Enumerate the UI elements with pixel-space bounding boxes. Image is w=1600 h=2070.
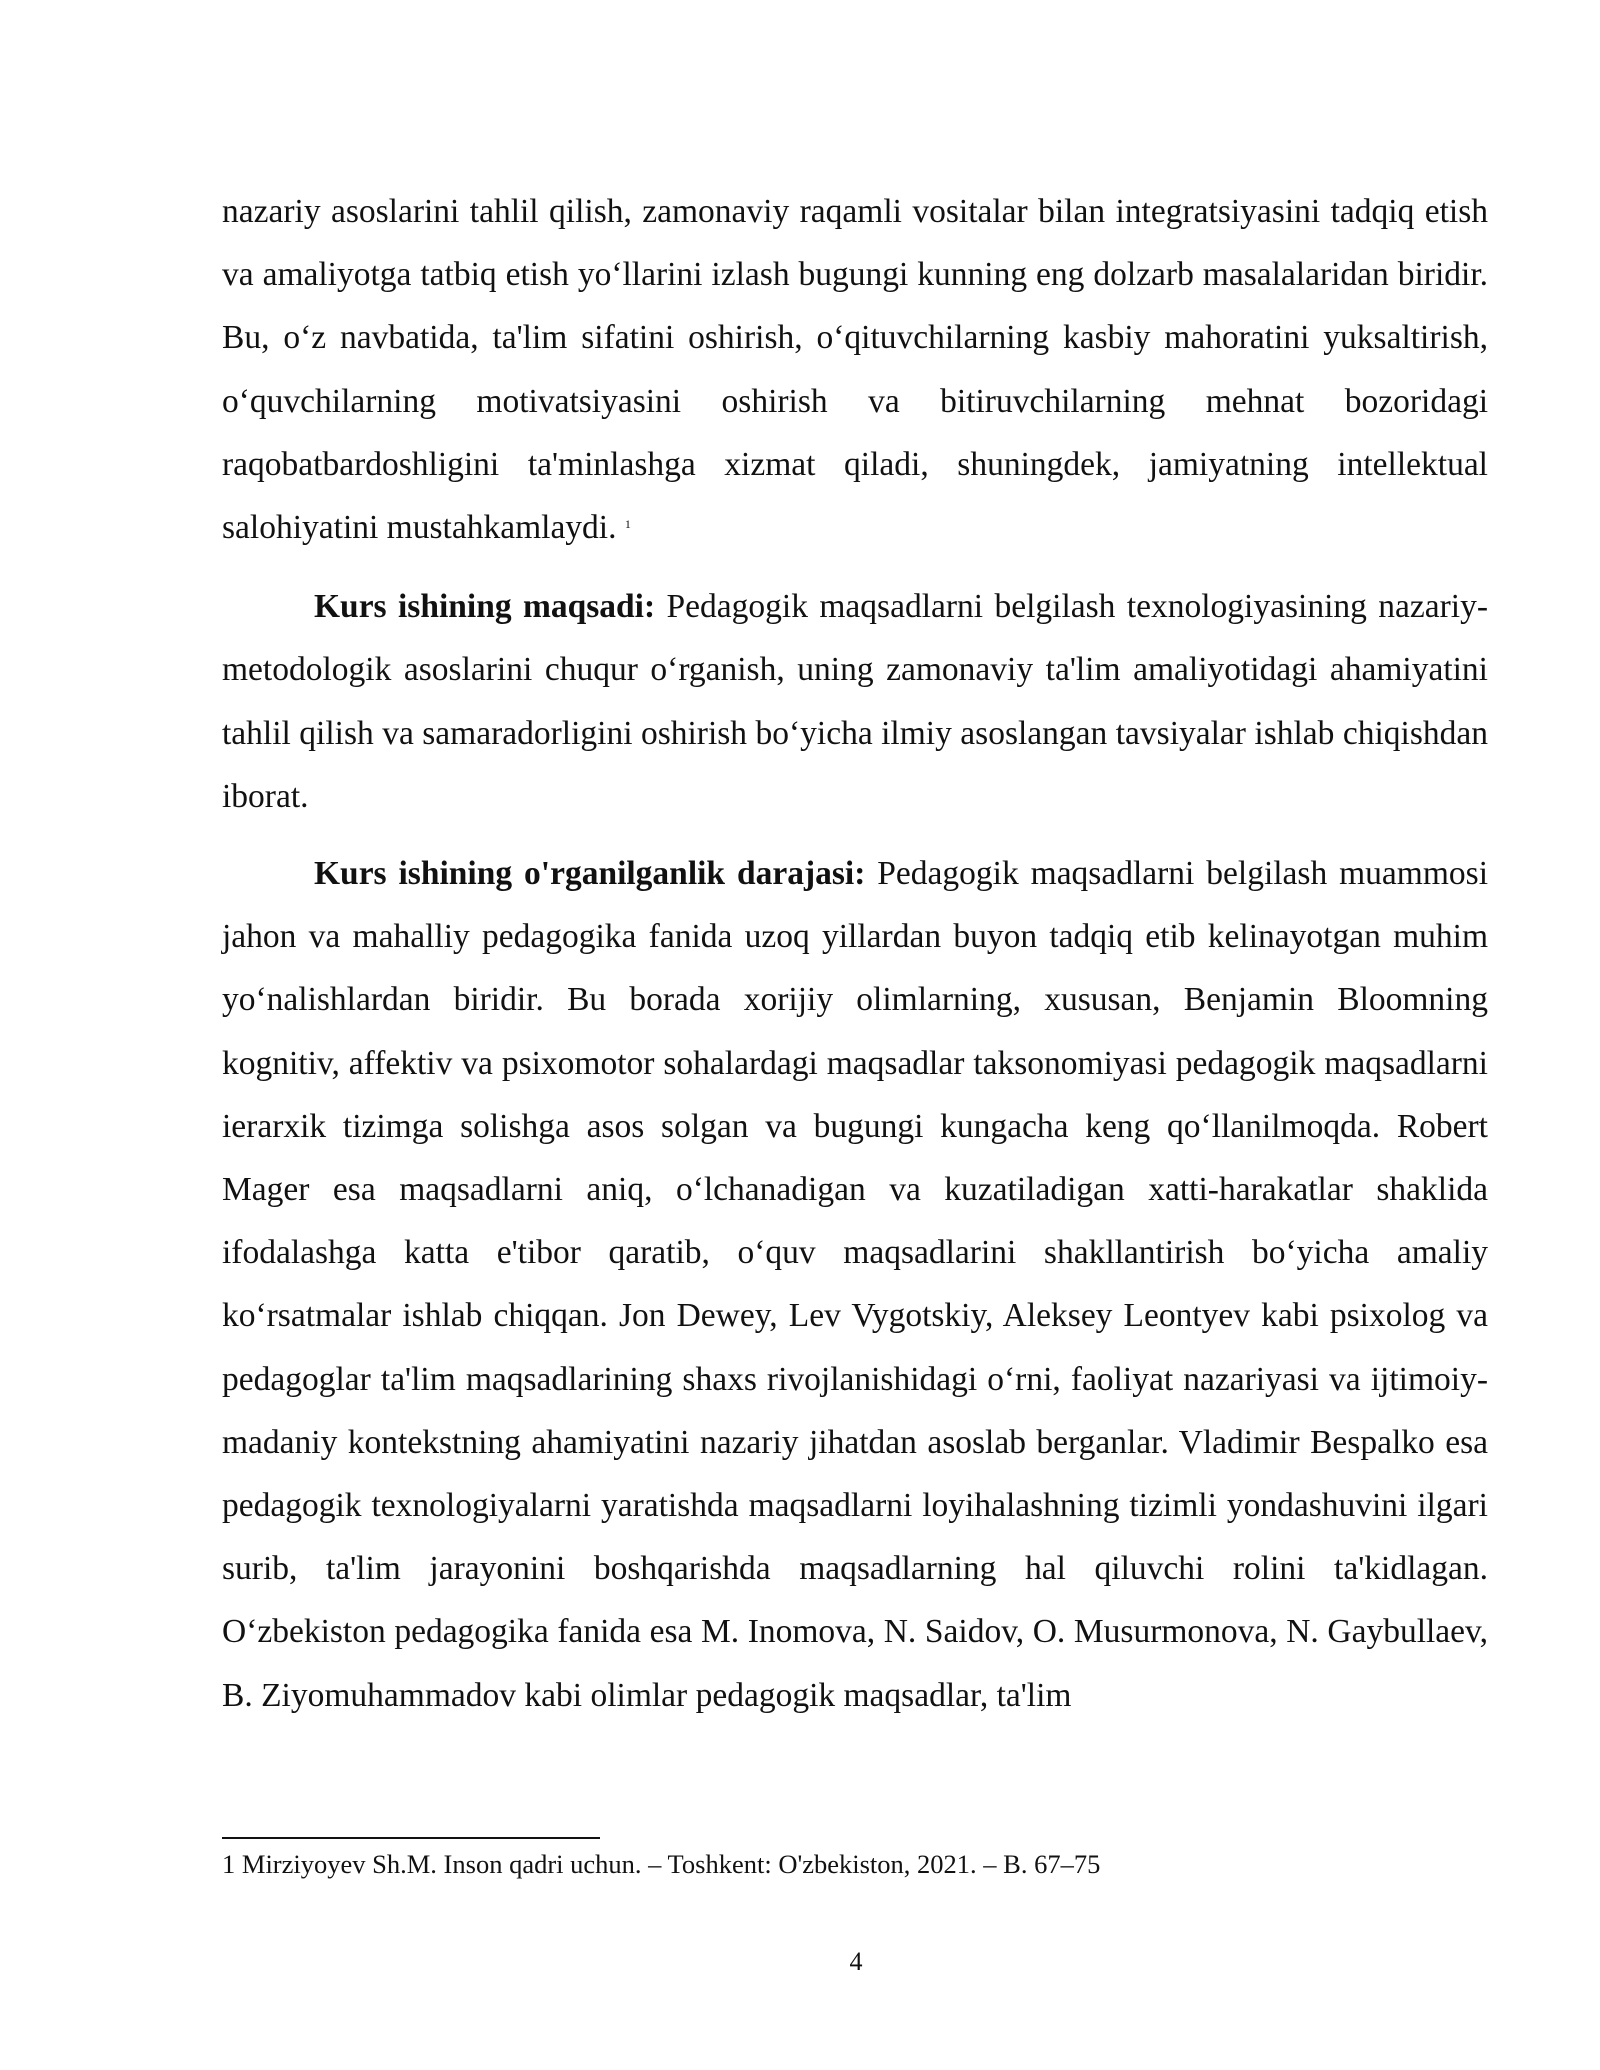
footnote: 1 Mirziyoyev Sh.M. Inson qadri uchun. – Toshkent: O'zbekiston, 2021. – B. 67–75: [222, 1849, 1101, 1879]
paragraph-study-level: [222, 842, 1488, 1727]
paragraph-continuation: [222, 180, 1488, 559]
footnote-divider: [222, 1837, 600, 1839]
footnote-reference[interactable]: 1: [624, 517, 631, 532]
paragraph-course-goal: [222, 575, 1488, 828]
paragraph-heading-goal: Kurs ishining maqsadi:: [314, 588, 656, 626]
paragraph-text: Pedagogik maqsadlarni belgilash muammosi jahon va mahalliy pedagogika fanida uzoq yillardan buyon tadqiq etib kelinayotgan muhim yo‘nalishlardan biridir. Bu borada xorijiy olimlarning, xususan, Benjamin Bloomning kognitiv, affektiv va psixomotor sohalardagi maqsadlar taksonomiyasi pedagogik maqsadlarni ierarxik tizimga solishga asos solgan va bugungi kungacha keng qo‘llanilmoqda. Robert Mager esa maqsadlarni aniq, o‘lchanadigan va kuzatiladigan xatti-harakatlar shaklida ifodalashga katta e'tibor qaratib, o‘quv maqsadlarini shakllantirish bo‘yicha amaliy ko‘rsatmalar ishlab chiqqan. Jon Dewey, Lev Vygotskiy, Aleksey Leontyev kabi psixolog va pedagoglar ta'lim maqsadlarining shaxs rivojlanishidagi o‘rni, faoliyat nazariyasi va ijtimoiy-madaniy kontekstning ahamiyatini nazariy jihatdan asoslab berganlar. Vladimir Bespalko esa pedagogik texnologiyalarni yaratishda maqsadlarni loyihalashning tizimli yondashuvini ilgari surib, ta'lim jarayonini boshqarishda maqsadlarning hal qiluvchi rolini ta'kidlagan. O‘zbekiston pedagogika fanida esa M. Inomova, N. Saidov, O. Musurmonova, N. Gaybullaev, B. Ziyomuhammadov kabi olimlar pedagogik maqsadlar, ta'lim: [222, 855, 1489, 1714]
paragraph-text: nazariy asoslarini tahlil qilish, zamonaviy raqamli vositalar bilan integratsiyasini tadqiq etish va amaliyotga tatbiq etish yo‘llarini izlash bugungi kunning eng dolzarb masalalaridan biridir. Bu, o‘z navbatida, ta'lim sifatini oshirish, o‘qituvchilarning kasbiy mahoratini yuksaltirish, o‘quvchilarning motivatsiyasini oshirish va bitiruvchilarning mehnat bozoridagi raqobatbardoshligini ta'minlashga xizmat qiladi, shuningdek, jamiyatning intellektual salohiyatini mustahkamlaydi.: [222, 193, 1488, 547]
body-text: [222, 180, 1488, 1727]
page-number: 4: [849, 1947, 863, 1976]
paragraph-text: Pedagogik maqsadlarni belgilash texnologiyasining nazariy-metodologik asoslarini chuqur o‘rganish, uning zamonaviy ta'lim amaliyotidagi ahamiyatini tahlil qilish va samaradorligini oshirish bo‘yicha ilmiy asoslangan tavsiyalar ishlab chiqishdan iborat.: [222, 588, 1488, 815]
paragraph-heading-study-level: Kurs ishining o'rganilganlik darajasi:: [314, 855, 866, 893]
